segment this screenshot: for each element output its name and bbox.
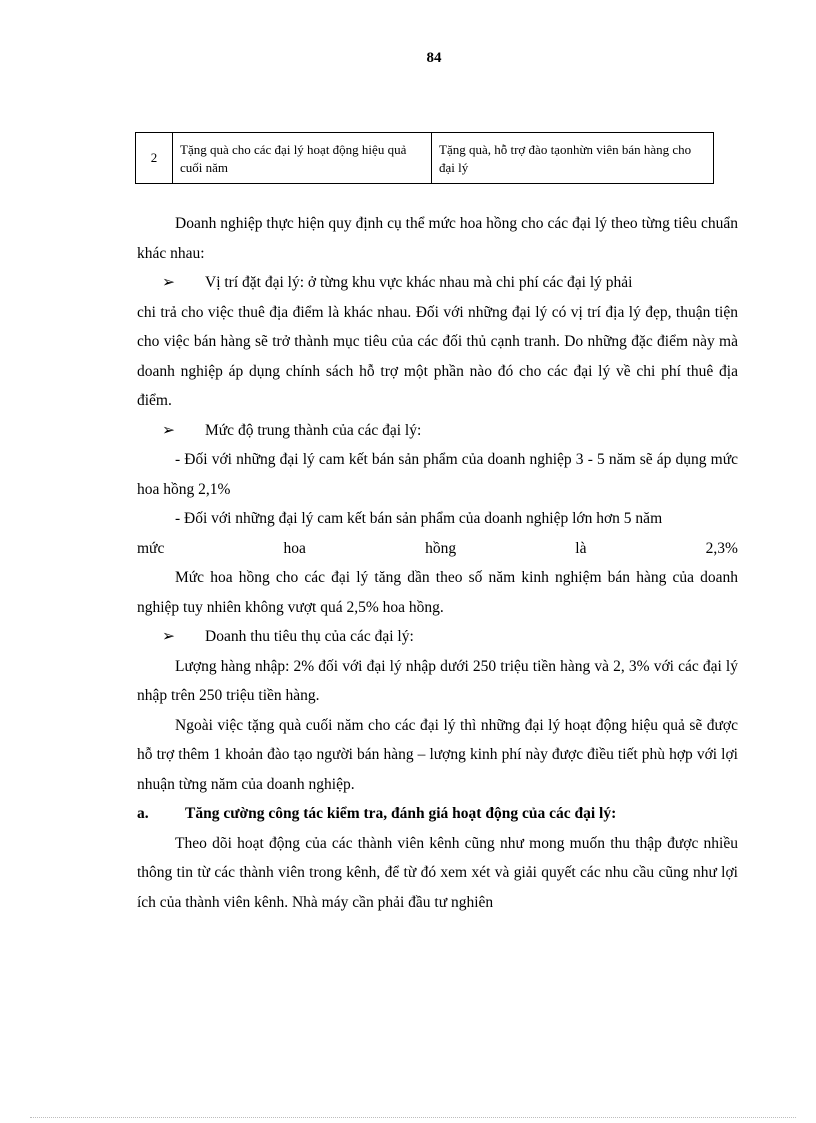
section-heading-text: Tăng cường công tác kiểm tra, đánh giá hoạt động của các đại lý: <box>185 805 617 822</box>
paragraph-loyalty-5plus-rate <box>137 534 738 564</box>
table-cell-activity: Tặng quà cho các đại lý hoạt động hiệu quả cuối năm <box>173 133 432 184</box>
paragraph-loyalty-5plus: - Đối với những đại lý cam kết bán sản phẩm của doanh nghiệp lớn hơn 5 năm <box>175 510 663 527</box>
section-heading-marker: a. <box>137 805 149 822</box>
rate-word: mức <box>137 539 165 557</box>
document-body <box>137 209 738 917</box>
arrow-bullet-icon: ➢ <box>162 274 175 291</box>
paragraph-location-detail: chi trả cho việc thuê địa điểm là khác nhau. Đối với những đại lý có vị trí địa lý đẹp, thuận tiện cho việc bán hàng sẽ trở thành mục tiêu của các đối thủ cạnh tranh. Do những đặc điểm này mà doanh nghiệp áp dụng chính sách hỗ trợ một phần nào đó cho các đại lý về chi phí thuê địa điểm. <box>137 303 738 409</box>
paragraph-loyalty-3-5: - Đối với những đại lý cam kết bán sản phẩm của doanh nghiệp 3 - 5 năm sẽ áp dụng mức hoa hồng 2,1% <box>137 451 738 498</box>
rate-word: là <box>575 539 587 557</box>
rate-value: 2,3% <box>705 539 738 557</box>
summary-table <box>135 132 714 184</box>
paragraph-commission-growth: Mức hoa hồng cho các đại lý tăng dần theo số năm kinh nghiệm bán hàng của doanh nghiệp tuy nhiên không vượt quá 2,5% hoa hồng. <box>137 569 738 616</box>
bullet-loyalty <box>137 416 738 446</box>
rate-word: hoa <box>283 539 306 557</box>
table-cell-number: 2 <box>136 133 173 184</box>
bullet-location-text: Vị trí đặt đại lý: ở từng khu vực khác nhau mà chi phí các đại lý phải <box>205 274 633 291</box>
paragraph-intro: Doanh nghiệp thực hiện quy định cụ thể mức hoa hồng cho các đại lý theo từng tiêu chuẩn khác nhau: <box>137 215 738 262</box>
rate-word: hồng <box>425 539 457 557</box>
bullet-location <box>137 268 738 298</box>
table-cell-description: Tặng quà, hỗ trợ đào tạonhừn viên bán hàng cho đại lý <box>432 133 714 184</box>
page-number: 84 <box>426 50 442 66</box>
bullet-loyalty-text: Mức độ trung thành của các đại lý: <box>205 421 422 439</box>
paragraph-import-volume: Lượng hàng nhập: 2% đối với đại lý nhập dưới 250 triệu tiền hàng và 2, 3% với các đại lý nhập trên 250 triệu tiền hàng. <box>137 657 738 704</box>
section-heading <box>137 799 738 829</box>
paragraph-training-support: Ngoài việc tặng quà cuối năm cho các đại lý thì những đại lý hoạt động hiệu quả sẽ được hỗ trợ thêm 1 khoản đào tạo người bán hàng – lượng kinh phí này được điều tiết phù hợp với lợi nhuận từng năm của doanh nghiệp. <box>137 716 738 793</box>
arrow-bullet-icon: ➢ <box>162 628 175 645</box>
table-row <box>136 133 714 184</box>
paragraph-monitoring: Theo dõi hoạt động của các thành viên kênh cũng như mong muốn thu thập được nhiều thông tin từ các thành viên trong kênh, để từ đó xem xét và giải quyết các nhu cầu cũng như lợi ích của thành viên kênh. Nhà máy cần phải đầu tư nghiên <box>137 834 738 911</box>
bullet-revenue-text: Doanh thu tiêu thụ của các đại lý: <box>205 628 414 645</box>
arrow-bullet-icon: ➢ <box>162 421 175 439</box>
page-bottom-divider <box>30 1117 796 1118</box>
bullet-revenue <box>137 622 738 652</box>
